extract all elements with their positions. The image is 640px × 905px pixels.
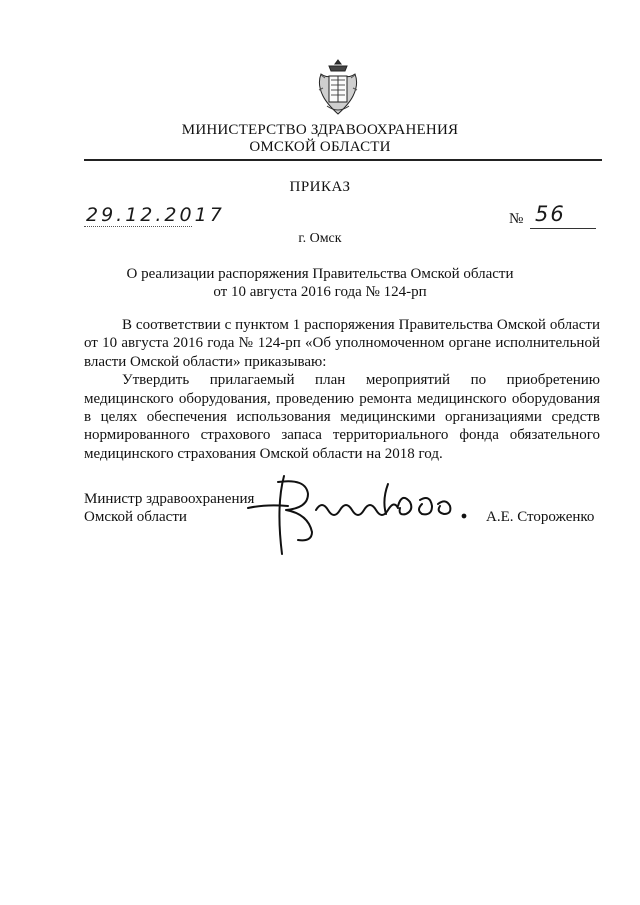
coat-of-arms-emblem	[317, 58, 359, 116]
order-body	[84, 316, 600, 463]
signatory-position-line1: Министр здравоохранения	[84, 491, 255, 507]
subject-line1: О реализации распоряжения Правительства Омской области	[126, 266, 514, 282]
signatory-name: А.Е. Стороженко	[486, 509, 595, 525]
header-divider	[84, 159, 602, 161]
ministry-name-line1: МИНИСТЕРСТВО ЗДРАВООХРАНЕНИЯ	[181, 122, 459, 138]
number-underline	[530, 228, 596, 229]
body-paragraph-1: В соответствии с пунктом 1 распоряжения Правительства Омской области от 10 августа 2016 года № 124-рп «Об уполномоченном органе исполнительной власти Омской области» приказываю:	[84, 317, 600, 370]
subject-line2: от 10 августа 2016 года № 124-рп	[213, 284, 427, 300]
city: г. Омск	[298, 231, 342, 246]
order-number-label: №	[509, 211, 524, 227]
ministry-name-line2: ОМСКОЙ ОБЛАСТИ	[249, 139, 391, 155]
handwritten-signature	[238, 470, 468, 560]
date-underline	[84, 226, 192, 227]
signatory-position-line2: Омской области	[84, 509, 187, 525]
body-paragraph-2: Утвердить прилагаемый план мероприятий по приобретению медицинского оборудования, проведению ремонта медицинского оборудования в целях обеспечения использования медицинскими организациями средств нормированного страхового запаса территориального фонда обязательного медицинского страхования Омской области на 2018 год.	[84, 372, 600, 462]
order-number: 56	[535, 202, 566, 226]
order-date: 29.12.2017	[86, 204, 225, 226]
document-title: ПРИКАЗ	[289, 179, 351, 195]
